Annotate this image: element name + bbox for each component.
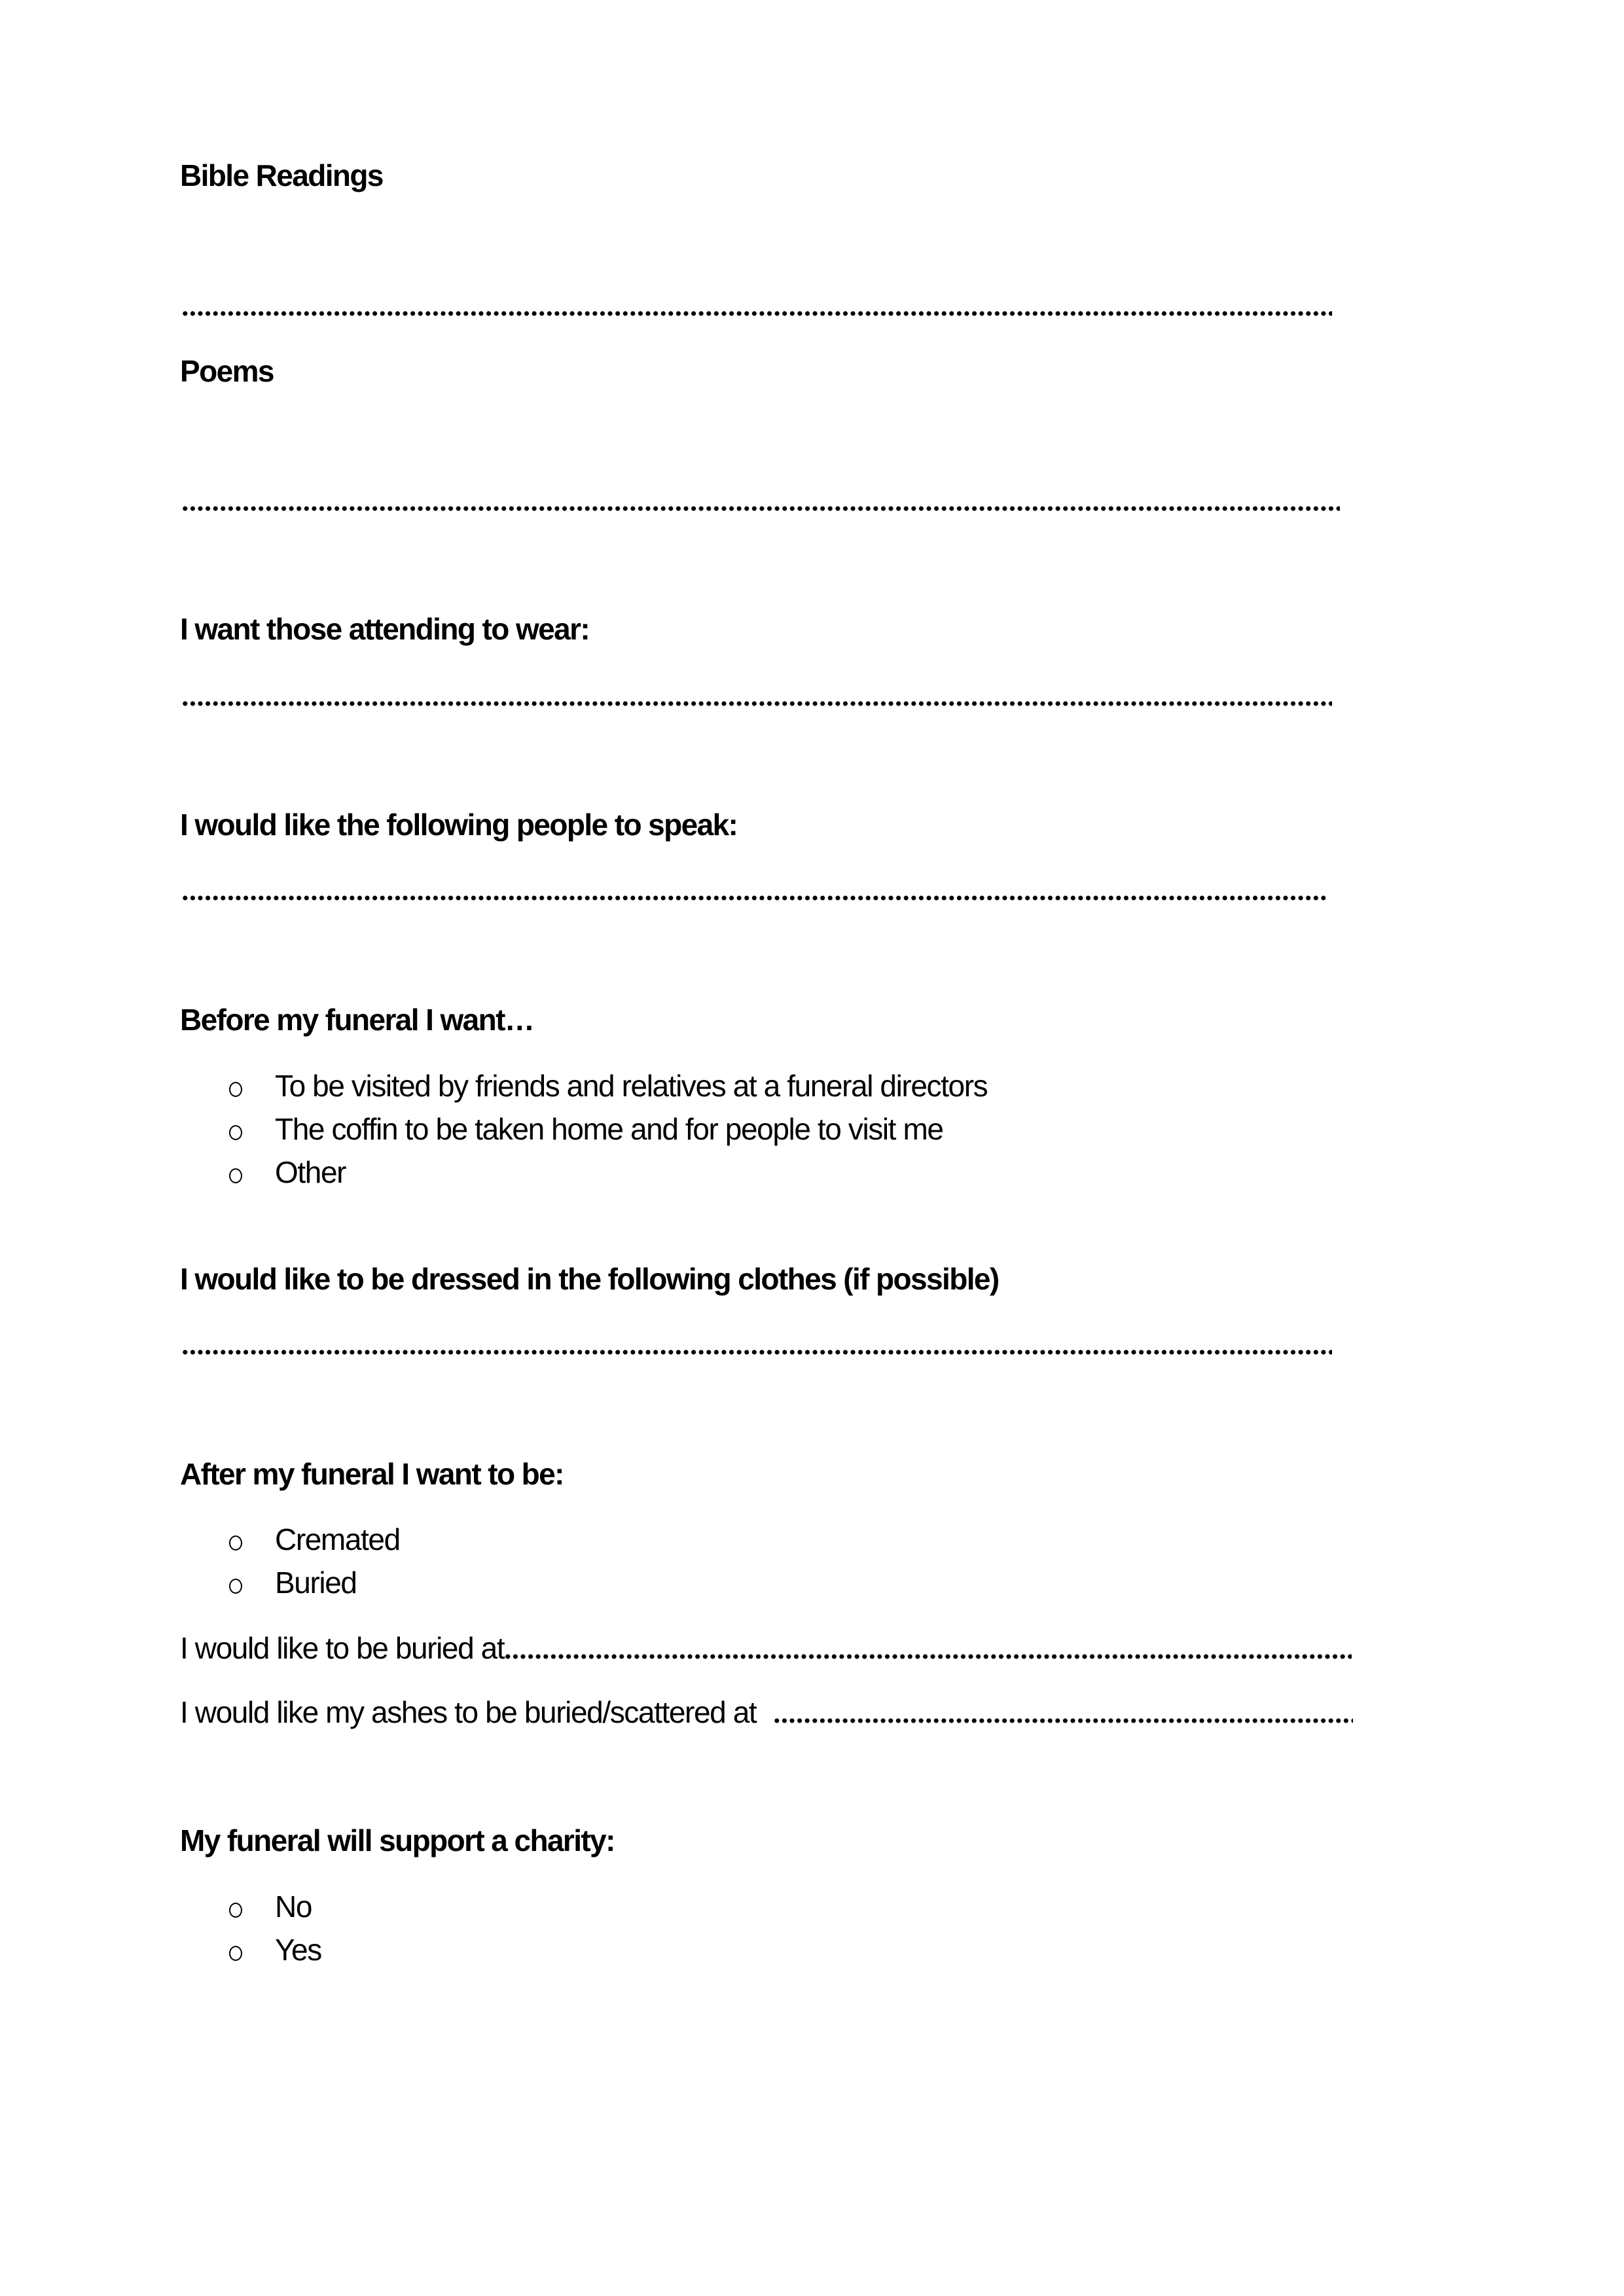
speakers-answer-line[interactable] (181, 895, 1326, 901)
ashes-place-label: I would like my ashes to be buried/scattered at (180, 1695, 764, 1729)
bible-readings-answer-line[interactable] (181, 311, 1332, 316)
burial-place-field[interactable] (180, 1633, 1352, 1663)
before-funeral-heading: Before my funeral I want… (180, 1003, 534, 1037)
clothes-heading: I would like to be dressed in the following clothes (if possible) (180, 1262, 999, 1296)
charity-option-yes[interactable] (229, 1935, 321, 1965)
radio-circle-icon[interactable] (229, 1579, 242, 1594)
ashes-place-answer-line[interactable] (773, 1718, 1353, 1723)
option-label: To be visited by friends and relatives at a funeral directors (275, 1069, 988, 1103)
burial-place-label: I would like to be buried at (180, 1631, 505, 1665)
burial-place-answer-line[interactable] (504, 1654, 1352, 1659)
poems-heading: Poems (180, 354, 274, 388)
attire-answer-line[interactable] (181, 701, 1332, 706)
after-funeral-option-cremated[interactable] (229, 1524, 400, 1554)
before-funeral-option-other[interactable] (229, 1157, 346, 1187)
radio-circle-icon[interactable] (229, 1168, 242, 1183)
option-label: Cremated (275, 1522, 400, 1556)
radio-circle-icon[interactable] (229, 1535, 242, 1551)
ashes-place-field[interactable] (180, 1697, 1353, 1727)
radio-circle-icon[interactable] (229, 1903, 242, 1918)
radio-circle-icon[interactable] (229, 1125, 242, 1140)
clothes-answer-line[interactable] (181, 1350, 1332, 1355)
poems-answer-line[interactable] (181, 506, 1340, 511)
attire-heading: I want those attending to wear: (180, 612, 590, 646)
option-label: Other (275, 1155, 346, 1189)
charity-option-no[interactable] (229, 1892, 312, 1922)
before-funeral-option-coffin-home[interactable] (229, 1114, 943, 1144)
radio-circle-icon[interactable] (229, 1946, 242, 1961)
before-funeral-option-visit-directors[interactable] (229, 1071, 987, 1101)
charity-heading: My funeral will support a charity: (180, 1823, 615, 1857)
option-label: Buried (275, 1566, 357, 1600)
option-label: No (275, 1890, 312, 1924)
option-label: The coffin to be taken home and for people to visit me (275, 1112, 943, 1146)
option-label: Yes (275, 1933, 321, 1967)
after-funeral-option-buried[interactable] (229, 1568, 357, 1598)
after-funeral-heading: After my funeral I want to be: (180, 1457, 564, 1491)
bible-readings-heading: Bible Readings (180, 158, 383, 192)
radio-circle-icon[interactable] (229, 1082, 242, 1097)
speakers-heading: I would like the following people to speak: (180, 808, 738, 842)
